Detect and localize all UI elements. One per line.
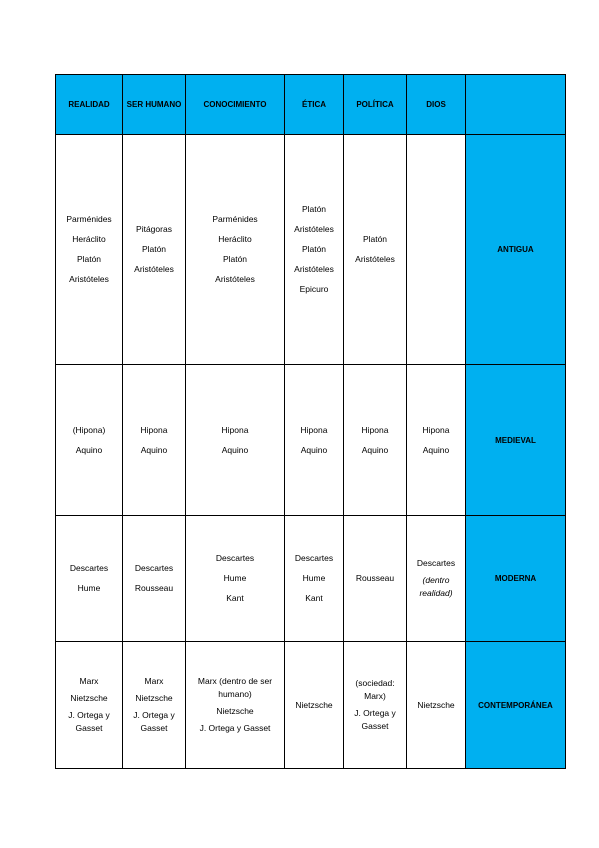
cell-line: Platón: [301, 244, 327, 254]
cell-line: Hipona: [221, 424, 249, 435]
cell-line: Descartes: [215, 553, 255, 563]
header-politica: POLÍTICA: [344, 75, 407, 135]
cell-line: Aristóteles: [134, 264, 174, 274]
cell-contemporanea-realidad: [56, 642, 123, 769]
cell-antigua-dios: [407, 135, 466, 365]
cell-line: Marx: [79, 676, 99, 686]
cell-line: Aristóteles: [355, 254, 395, 264]
cell-line: Aquino: [361, 444, 389, 455]
cell-line: Nietzsche: [70, 693, 108, 703]
cell-line: Aquino: [422, 444, 450, 455]
cell-antigua-conocimiento: [186, 135, 285, 365]
cell-contemporanea-politica: [344, 642, 407, 769]
period-medieval: MEDIEVAL: [466, 365, 566, 516]
cell-line: Kant: [226, 593, 244, 603]
cell-line: Nietzsche: [216, 706, 254, 716]
cell-line: Descartes: [69, 563, 109, 573]
cell-line: Aristóteles: [294, 264, 334, 274]
cell-line: (sociedad: Marx): [355, 678, 395, 701]
cell-line: Nietzsche: [417, 699, 455, 710]
header-etica: ÉTICA: [285, 75, 344, 135]
cell-medieval-conocimiento: [186, 365, 285, 516]
cell-medieval-realidad: [56, 365, 123, 516]
cell-line: Aristóteles: [294, 224, 334, 234]
row-moderna: [56, 516, 566, 642]
cell-line: Marx: [144, 676, 164, 686]
header-conocimiento: CONOCIMIENTO: [186, 75, 285, 135]
cell-antigua-ser-humano: [123, 135, 186, 365]
cell-line: Hipona: [422, 424, 450, 435]
cell-line: Epicuro: [299, 284, 329, 294]
cell-line: J. Ortega y Gasset: [133, 710, 175, 733]
header-realidad: REALIDAD: [56, 75, 123, 135]
cell-line: Aquino: [140, 444, 168, 455]
cell-line: Marx (dentro de ser humano): [197, 676, 273, 699]
cell-contemporanea-conocimiento: [186, 642, 285, 769]
cell-contemporanea-ser-humano: [123, 642, 186, 769]
cell-line: Descartes: [134, 563, 174, 573]
cell-line: Hume: [223, 573, 247, 583]
cell-medieval-ser-humano: [123, 365, 186, 516]
header-dios: DIOS: [407, 75, 466, 135]
header-period: [466, 75, 566, 135]
cell-moderna-dios: [407, 516, 466, 642]
cell-line: Platón: [76, 254, 102, 264]
cell-line: Aristóteles: [215, 274, 255, 284]
cell-contemporanea-dios: [407, 642, 466, 769]
cell-line: Platón: [141, 244, 167, 254]
period-moderna: MODERNA: [466, 516, 566, 642]
cell-line: Platón: [362, 234, 388, 244]
cell-medieval-politica: [344, 365, 407, 516]
cell-moderna-politica: [344, 516, 407, 642]
cell-line: Hume: [77, 583, 101, 593]
cell-moderna-conocimiento: [186, 516, 285, 642]
cell-line: J. Ortega y Gasset: [354, 708, 396, 731]
cell-moderna-ser-humano: [123, 516, 186, 642]
cell-line-italic: (dentro realidad): [419, 575, 453, 598]
cell-line: Rousseau: [355, 573, 395, 583]
cell-line: (Hipona): [72, 424, 106, 435]
cell-line: Aquino: [221, 444, 249, 455]
cell-line: Heráclito: [218, 234, 252, 244]
cell-line: Platón: [301, 204, 327, 214]
cell-medieval-dios: [407, 365, 466, 516]
period-contemporanea: CONTEMPORÁNEA: [466, 642, 566, 769]
cell-line: Hipona: [361, 424, 389, 435]
cell-line: Aquino: [75, 444, 103, 455]
row-medieval: [56, 365, 566, 516]
cell-moderna-realidad: [56, 516, 123, 642]
period-antigua: ANTIGUA: [466, 135, 566, 365]
cell-line: J. Ortega y Gasset: [68, 710, 110, 733]
header-row: [56, 75, 566, 135]
cell-antigua-etica: [285, 135, 344, 365]
cell-line: Kant: [305, 593, 323, 603]
cell-line: Platón: [222, 254, 248, 264]
cell-contemporanea-etica: [285, 642, 344, 769]
cell-line: Nietzsche: [295, 699, 333, 710]
philosophy-table: [55, 74, 566, 769]
cell-antigua-politica: [344, 135, 407, 365]
row-antigua: [56, 135, 566, 365]
cell-line: Parménides: [66, 214, 112, 224]
header-ser-humano: SER HUMANO: [123, 75, 186, 135]
cell-line: Aquino: [300, 444, 328, 455]
cell-line: Rousseau: [134, 583, 174, 593]
cell-moderna-etica: [285, 516, 344, 642]
cell-line: Hume: [302, 573, 326, 583]
cell-line: Heráclito: [72, 234, 106, 244]
row-contemporanea: [56, 642, 566, 769]
cell-line: Descartes: [294, 553, 334, 563]
cell-line: Nietzsche: [135, 693, 173, 703]
cell-line: Hipona: [140, 424, 168, 435]
cell-line: Hipona: [300, 424, 328, 435]
cell-medieval-etica: [285, 365, 344, 516]
cell-line: Pitágoras: [136, 224, 172, 234]
cell-antigua-realidad: [56, 135, 123, 365]
cell-line: Aristóteles: [69, 274, 109, 284]
cell-line: Descartes: [416, 558, 456, 568]
cell-line: J. Ortega y Gasset: [199, 723, 271, 733]
cell-line: Parménides: [212, 214, 258, 224]
